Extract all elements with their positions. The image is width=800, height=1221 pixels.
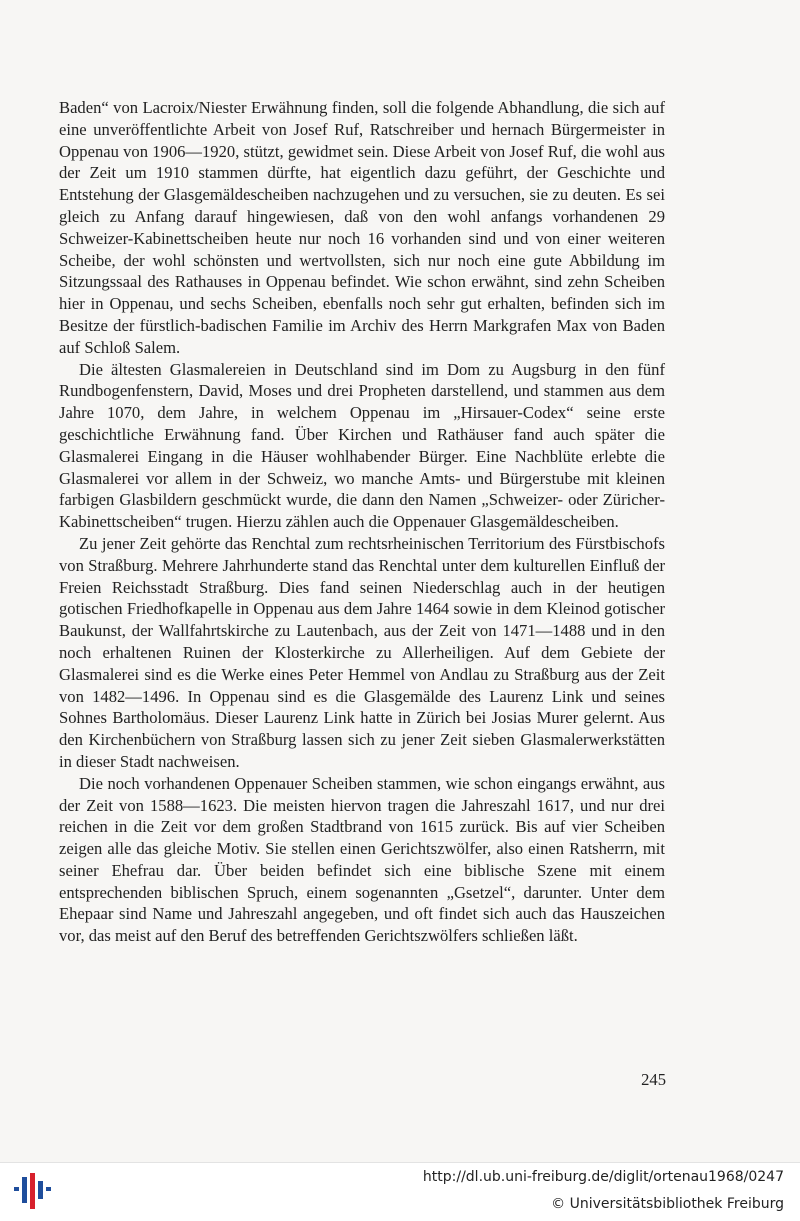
paragraph-4: Die noch vorhandenen Oppenauer Scheiben stammen, wie schon eingangs erwähnt, aus der Zeit von 1588—1623. Die meisten hiervon tragen die Jahreszahl 1617, und nur drei reichen in die Zeit vor dem großen Stadtbrand von 1615 zurück. Bis auf vier Scheiben zeigen alle das gleiche Motiv. Sie stellen einen Gerichtszwölfer, also einen Ratsherrn, mit seiner Ehefrau dar. Über beiden befindet sich eine biblische Szene mit einem entsprechenden biblischen Spruch, einem sogenannten „Gsetzel“, darunter. Unter dem Ehepaar sind Name und Jahreszahl angegeben, und oft findet sich auch das Hauszeichen vor, das meist auf den Beruf des betreffenden Gerichtszwölfers schließen läßt. xyxy=(59,773,665,946)
paragraph-1: Baden“ von Lacroix/Niester Erwähnung finden, soll die folgende Abhandlung, die sich auf eine unveröffentlichte Arbeit von Josef Ruf, Ratschreiber und hernach Bürgermeister in Oppenau von 1906—1920, stützt, gewidmet sein. Diese Arbeit von Josef Ruf, die wohl aus der Zeit um 1910 stammen dürfte, hat eigentlich dazu geführt, der Geschichte und Entstehung der Glasgemäldescheiben nachzugehen und zu versuchen, sie zu deuten. Es sei gleich zu Anfang darauf hingewiesen, daß von den wohl anfangs vorhandenen 29 Schweizer-Kabinettscheiben heute nur noch 16 vorhanden sind und von einer weiteren Scheibe, der wohl schönsten und wertvollsten, sich nur noch eine gute Abbildung im Sitzungssaal des Rathauses in Oppenau befindet. Wie schon erwähnt, sind zehn Scheiben hier in Oppenau, und sechs Scheiben, ebenfalls noch sehr gut erhalten, befinden sich im Besitze der fürstlich-badischen Familie im Archiv des Herrn Markgrafen Max von Baden auf Schloß Salem. xyxy=(59,98,665,357)
paragraph-3: Zu jener Zeit gehörte das Renchtal zum rechtsrheinischen Territorium des Fürstbischofs von Straßburg. Mehrere Jahrhunderte stand das Renchtal unter dem kulturellen Einfluß der Freien Reichsstadt Straßburg. Dies fand seinen Niederschlag auch in der heutigen gotischen Friedhofkapelle in Oppenau aus dem Jahre 1464 sowie in dem Kleinod gotischer Baukunst, der Wallfahrtskirche zu Lautenbach, aus der Zeit von 1471—1488 und in den noch erhaltenen Ruinen der Klosterkirche zu Allerheiligen. Auf dem Gebiete der Glasmalerei sind es die Werke eines Peter Hemmel von Andlau zu Straßburg aus der Zeit von 1482—1496. In Oppenau sind es die Glasgemälde des Laurenz Link und seines Sohnes Bartholomäus. Dieser Laurenz Link hatte in Zürich bei Josias Murer gelernt. Aus den Kirchenbüchern von Straßburg lassen sich zu jener Zeit sieben Glasmalerwerkstätten in dieser Stadt nachweisen. xyxy=(59,533,665,771)
paragraph-2: Die ältesten Glasmalereien in Deutschland sind im Dom zu Augsburg in den fünf Rundbogenfenstern, David, Moses und drei Propheten darstellend, und stammen aus dem Jahre 1070, dem Jahre, in welchem Oppenau im „Hirsauer-Codex“ seine erste geschichtliche Erwähnung fand. Über Kirchen und Rathäuser fand auch später die Glasmalerei Eingang in die Häuser wohlhabender Bürger. Eine Nachblüte erlebte die Glasmalerei vor allem in der Schweiz, wo manche Amts- und Bürgerstube mit kleinen farbigen Glasbildern geschmückt wurde, die dann den Namen „Schweizer- oder Züricher-Kabinettscheiben“ trugen. Hierzu zählen auch die Oppenauer Glasgemäldescheiben. xyxy=(59,359,665,532)
ub-freiburg-logo-icon xyxy=(10,1171,54,1211)
page-number: 245 xyxy=(641,1070,666,1089)
copyright-text: © Universitätsbibliothek Freiburg xyxy=(551,1196,784,1212)
source-url-link[interactable]: http://dl.ub.uni-freiburg.de/diglit/ortenau1968/0247 xyxy=(422,1169,784,1185)
footer-bar xyxy=(0,1162,800,1221)
body-text xyxy=(59,97,665,947)
